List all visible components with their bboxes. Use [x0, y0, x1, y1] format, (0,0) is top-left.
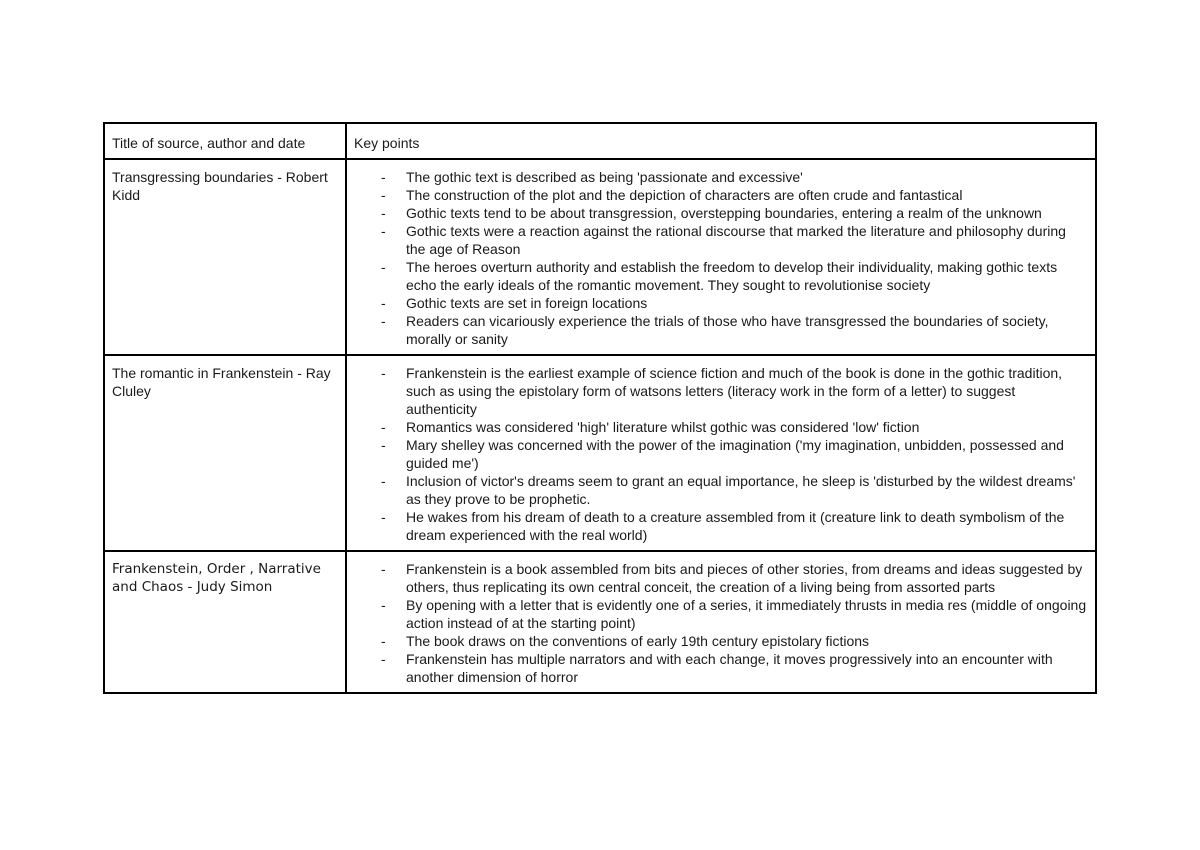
list-item: - By opening with a letter that is evidently one of a series, it immediately thrusts in media res (middle of ongoing action instead of at the starting point): [354, 596, 1089, 632]
source-cell: Frankenstein, Order , Narrative and Chaos - Judy Simon: [104, 551, 346, 693]
list-item: - Readers can vicariously experience the trials of those who have transgressed the boundaries of society, morally or sanity: [354, 312, 1089, 348]
list-item: - The heroes overturn authority and establish the freedom to develop their individuality, making gothic texts echo the early ideals of the romantic movement. They sought to revolutionise society: [354, 258, 1089, 294]
key-points-list: [354, 560, 1089, 686]
key-points-cell: [346, 159, 1096, 355]
table-header-row: [104, 123, 1096, 159]
list-item: - Frankenstein is a book assembled from bits and pieces of other stories, from dreams and ideas suggested by others, thus replicating its own central conceit, the creation of a living being from assorted parts: [354, 560, 1089, 596]
key-points-cell: [346, 551, 1096, 693]
list-item: - Gothic texts tend to be about transgression, overstepping boundaries, entering a realm of the unknown: [354, 204, 1089, 222]
source-cell: Transgressing boundaries - Robert Kidd: [104, 159, 346, 355]
list-item: - Gothic texts were a reaction against the rational discourse that marked the literature and philosophy during the age of Reason: [354, 222, 1089, 258]
header-points-cell: Key points: [346, 123, 1096, 159]
list-item: - The gothic text is described as being 'passionate and excessive': [354, 168, 1089, 186]
key-points-list: [354, 364, 1089, 544]
list-item: - He wakes from his dream of death to a creature assembled from it (creature link to death symbolism of the dream experienced with the real world): [354, 508, 1089, 544]
list-item: - The construction of the plot and the depiction of characters are often crude and fantastical: [354, 186, 1089, 204]
key-points-list: [354, 168, 1089, 348]
sources-table: [103, 122, 1097, 694]
header-source-cell: Title of source, author and date: [104, 123, 346, 159]
list-item: - Gothic texts are set in foreign locations: [354, 294, 1089, 312]
list-item: - Inclusion of victor's dreams seem to grant an equal importance, he sleep is 'disturbed by the wildest dreams' as they prove to be prophetic.: [354, 472, 1089, 508]
table-row: [104, 159, 1096, 355]
source-cell: The romantic in Frankenstein - Ray Cluley: [104, 355, 346, 551]
list-item: - Frankenstein has multiple narrators and with each change, it moves progressively into an encounter with another dimension of horror: [354, 650, 1089, 686]
table-row: [104, 355, 1096, 551]
key-points-cell: [346, 355, 1096, 551]
list-item: - Romantics was considered 'high' literature whilst gothic was considered 'low' fiction: [354, 418, 1089, 436]
list-item: - Mary shelley was concerned with the power of the imagination ('my imagination, unbidden, possessed and guided me'): [354, 436, 1089, 472]
list-item: - Frankenstein is the earliest example of science fiction and much of the book is done in the gothic tradition, such as using the epistolary form of watsons letters (literacy work in the form of a letter) to suggest authenticity: [354, 364, 1089, 418]
list-item: - The book draws on the conventions of early 19th century epistolary fictions: [354, 632, 1089, 650]
table-row: [104, 551, 1096, 693]
